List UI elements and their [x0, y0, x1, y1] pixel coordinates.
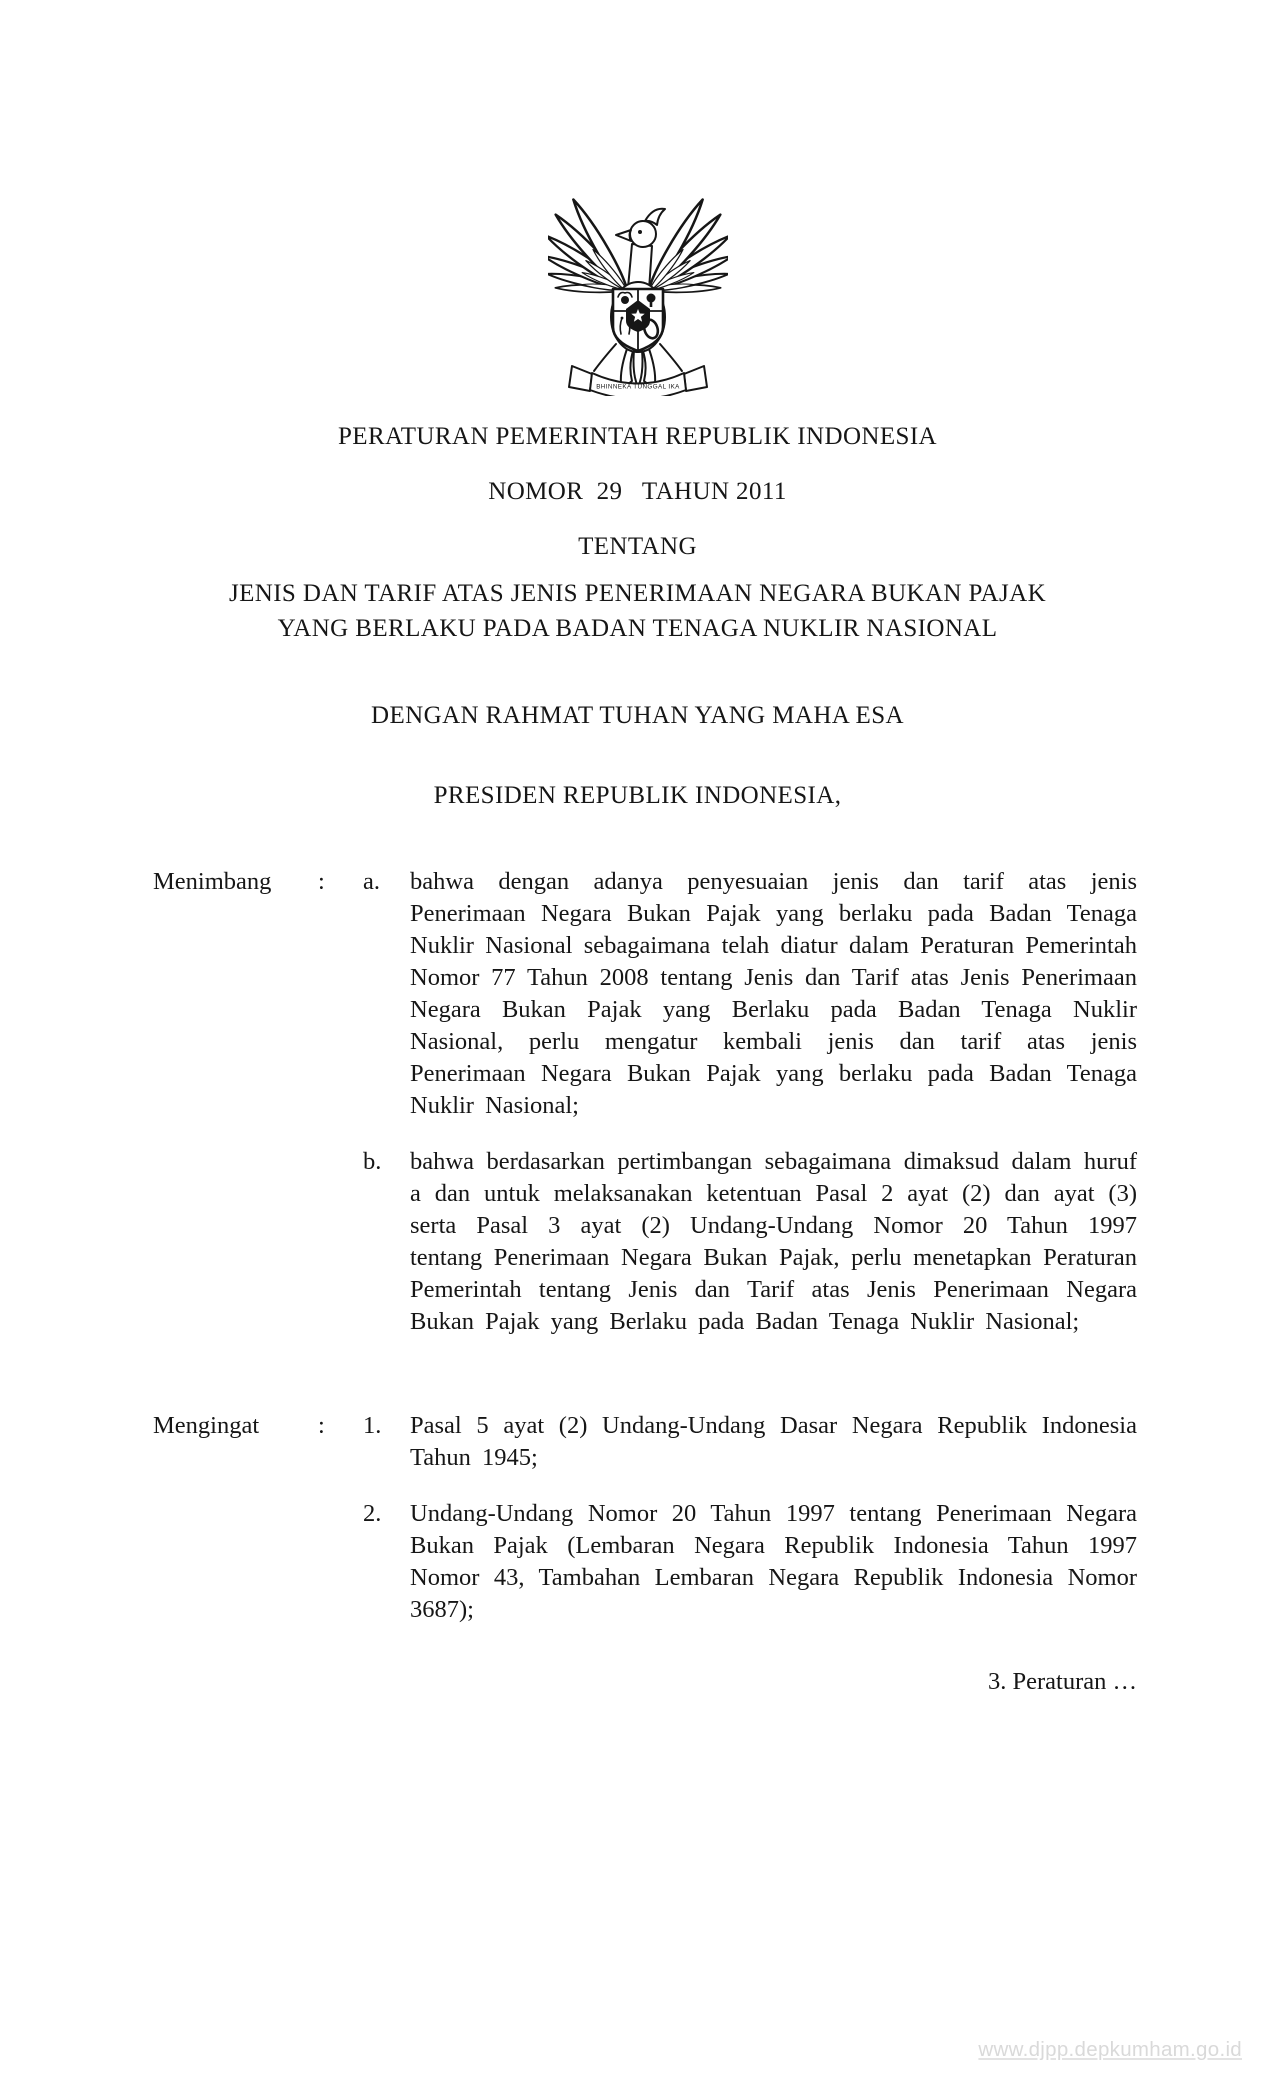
emblem-motto: BHINNEKA TUNGGAL IKA	[595, 383, 680, 391]
item-text: bahwa berdasarkan pertimbangan sebagaimana dimaksud dalam huruf a dan untuk melaksanakan ketentuan Pasal 2 ayat (2) dan ayat (3) serta Pasal 3 ayat (2) Undang-Undang Nomor 20 Tahun 1997 tentang Penerimaan Negara Bukan Pajak, perlu menetapkan Peraturan Pemerintah tentang Jenis dan Tarif atas Jenis Penerimaan Negara Bukan Pajak yang Berlaku pada Badan Tenaga Nuklir Nasional;	[410, 1148, 1137, 1335]
menimbang-colon: :	[318, 868, 325, 895]
colon-spacer	[318, 1146, 363, 1338]
document-body	[153, 866, 1137, 1698]
menimbang-section	[153, 866, 1137, 1338]
menimbang-item-b	[153, 1146, 1137, 1338]
item-text: Pasal 5 ayat (2) Undang-Undang Dasar Negara Republik Indonesia Tahun 1945;	[410, 1412, 1137, 1471]
item-marker: 1.	[363, 1412, 382, 1439]
mengingat-section	[153, 1410, 1137, 1626]
subject-line-2: YANG BERLAKU PADA BADAN TENAGA NUKLIR NASIONAL	[277, 615, 998, 642]
item-marker: 2.	[363, 1500, 382, 1527]
catchword: 3. Peraturan …	[988, 1668, 1137, 1695]
mengingat-colon: :	[318, 1412, 325, 1439]
garuda-pancasila-emblem	[548, 190, 728, 396]
garuda-icon	[548, 190, 728, 396]
mengingat-item-2	[153, 1498, 1137, 1626]
menimbang-label: Menimbang	[153, 868, 272, 895]
item-text: bahwa dengan adanya penyesuaian jenis dan tarif atas jenis Penerimaan Negara Bukan Pajak yang berlaku pada Badan Tenaga Nuklir Nasional sebagaimana telah diatur dalam Peraturan Pemerintah Nomor 77 Tahun 2008 tentang Jenis dan Tarif atas Jenis Penerimaan Negara Bukan Pajak yang Berlaku pada Badan Tenaga Nuklir Nasional, perlu mengatur kembali jenis dan tarif atas jenis Penerimaan Negara Bukan Pajak yang berlaku pada Badan Tenaga Nuklir Nasional;	[410, 868, 1137, 1119]
mengingat-item-1	[153, 1410, 1137, 1474]
mengingat-label: Mengingat	[153, 1412, 260, 1439]
invocation-line: DENGAN RAHMAT TUHAN YANG MAHA ESA	[371, 702, 904, 729]
subject-line-1: JENIS DAN TARIF ATAS JENIS PENERIMAAN NEGARA BUKAN PAJAK	[228, 580, 1047, 607]
doc-title: PERATURAN PEMERINTAH REPUBLIK INDONESIA	[337, 423, 938, 450]
watermark-link: www.djpp.depkumham.go.id	[978, 2038, 1242, 2061]
authority-line: PRESIDEN REPUBLIK INDONESIA,	[433, 782, 842, 809]
colon-spacer	[318, 1498, 363, 1626]
label-spacer	[153, 1498, 318, 1626]
tentang-label: TENTANG	[578, 533, 697, 560]
menimbang-item-a	[153, 866, 1137, 1122]
item-marker: a.	[363, 868, 380, 895]
item-marker: b.	[363, 1148, 382, 1175]
label-spacer	[153, 1146, 318, 1338]
item-text: Undang-Undang Nomor 20 Tahun 1997 tentang Penerimaan Negara Bukan Pajak (Lembaran Negara Republik Indonesia Tahun 1997 Nomor 43, Tambahan Lembaran Negara Republik Indonesia Nomor 3687);	[410, 1500, 1137, 1623]
doc-number: NOMOR 29 TAHUN 2011	[488, 478, 787, 505]
